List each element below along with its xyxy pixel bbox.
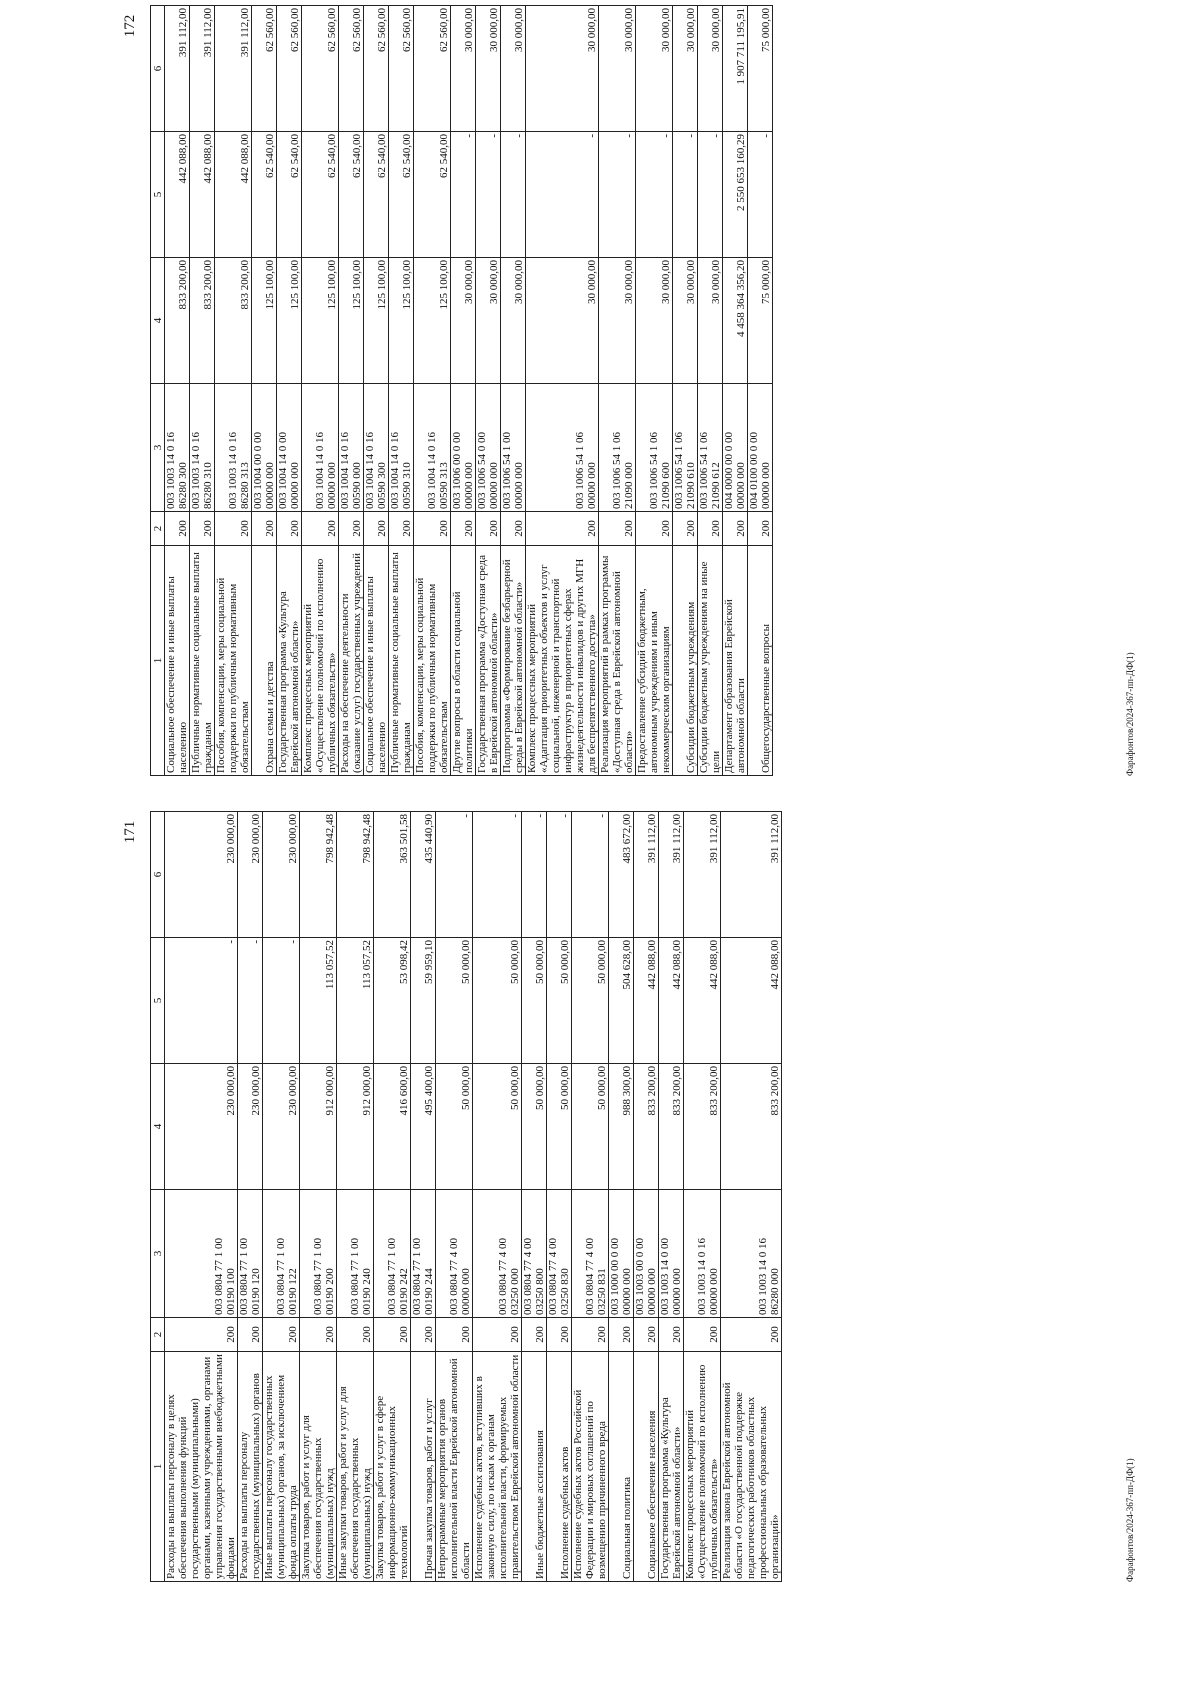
row-report-code: 200 (634, 1318, 659, 1352)
page-number: 171 (122, 820, 138, 844)
row-executed: 442 088,00 (215, 132, 252, 258)
table-row (609, 812, 634, 1582)
row-name: Комплекс процессных мероприятий «Осуществление полномочий по исполнению публичных обязательств» (684, 1352, 721, 1582)
row-approved: 833 200,00 (165, 258, 190, 384)
row-approved: 988 300,00 (609, 1064, 634, 1190)
table-row (436, 812, 473, 1582)
row-budget-code: 003 1004 14 0 16 00590 313 (414, 384, 451, 512)
row-name: Подпрограмма «Формирование безбарьерной среды в Еврейской автономной области» (501, 546, 526, 776)
row-unexecuted: 363 501,58 (374, 812, 411, 938)
row-approved: 125 100,00 (414, 258, 451, 384)
row-approved: 230 000,00 (238, 1064, 263, 1190)
row-unexecuted: 62 560,00 (277, 6, 302, 132)
row-unexecuted: 391 112,00 (190, 6, 215, 132)
row-budget-code: 003 1003 14 0 16 86280 300 (165, 384, 190, 512)
table-row (252, 6, 277, 776)
row-unexecuted: - (572, 812, 609, 938)
row-unexecuted: 435 440,90 (411, 812, 436, 938)
row-approved: 230 000,00 (263, 1064, 300, 1190)
row-name: Публичные нормативные социальные выплаты гражданам (389, 546, 414, 776)
row-approved: 912 000,00 (337, 1064, 374, 1190)
row-report-code: 200 (636, 512, 673, 546)
row-budget-code: 003 1003 14 0 16 00000 000 (684, 1190, 721, 1318)
table-row (263, 812, 300, 1582)
row-executed: - (263, 938, 300, 1064)
row-report-code: 200 (300, 1318, 337, 1352)
row-approved: 50 000,00 (572, 1064, 609, 1190)
table-row (389, 6, 414, 776)
row-budget-code: 003 1006 54 1 06 00000 000 (526, 384, 599, 512)
row-unexecuted: 30 000,00 (526, 6, 599, 132)
row-budget-code: 003 0804 77 4 00 00000 000 (436, 1190, 473, 1318)
row-unexecuted: - (522, 812, 547, 938)
row-name: Государственная программа «Культура Еврейской автономной области» (277, 546, 302, 776)
row-name: Иные закупки товаров, работ и услуг для обеспечения государственных (муниципальных) нужд (337, 1352, 374, 1582)
row-approved: 30 000,00 (476, 258, 501, 384)
row-unexecuted: 62 560,00 (389, 6, 414, 132)
table-row (684, 812, 721, 1582)
table-row (572, 812, 609, 1582)
footer-document-id: Фарафонтов/2024-367-пп-ДФ(1) (1125, 1458, 1135, 1582)
row-unexecuted: 62 560,00 (339, 6, 364, 132)
row-report-code: 200 (476, 512, 501, 546)
table-row (411, 812, 436, 1582)
row-executed: 62 540,00 (252, 132, 277, 258)
row-name: Другие вопросы в области социальной политики (451, 546, 476, 776)
row-budget-code: 003 0804 77 1 00 00190 120 (238, 1190, 263, 1318)
row-approved: 30 000,00 (501, 258, 526, 384)
row-approved: 125 100,00 (252, 258, 277, 384)
row-approved: 50 000,00 (522, 1064, 547, 1190)
column-header: 5 (151, 938, 165, 1064)
table-row (337, 812, 374, 1582)
row-executed: 62 540,00 (302, 132, 339, 258)
table-row (522, 812, 547, 1582)
column-header: 4 (151, 1064, 165, 1190)
row-budget-code: 003 1003 14 0 16 86280 313 (215, 384, 252, 512)
row-approved: 30 000,00 (526, 258, 599, 384)
row-budget-code: 003 1006 54 1 06 21090 612 (698, 384, 723, 512)
row-budget-code: 003 0804 77 4 00 03250 000 (473, 1190, 522, 1318)
table-row (165, 812, 238, 1582)
row-executed: 442 088,00 (165, 132, 190, 258)
row-executed: 113 057,52 (337, 938, 374, 1064)
row-name: Публичные нормативные социальные выплаты гражданам (190, 546, 215, 776)
row-name: Исполнение судебных актов, вступивших в законную силу, по искам к органам исполнительной власти, формируемых правительством Еврейской автономной области (473, 1352, 522, 1582)
document-page-171 (122, 812, 1152, 1582)
row-name: Комплекс процессных мероприятий «Адаптация приоритетных объектов и услуг социальной, инженерной и транспортной инфраструктур в приоритетных сферах жизнедеятельности инвалидов и других МГН для беспрепятственного доступа» (526, 546, 599, 776)
row-name: Исполнение судебных актов (547, 1352, 572, 1582)
row-report-code: 200 (165, 1318, 238, 1352)
row-approved: 50 000,00 (473, 1064, 522, 1190)
row-unexecuted: 391 112,00 (215, 6, 252, 132)
table-row (215, 6, 252, 776)
row-report-code: 200 (684, 1318, 721, 1352)
table-row (300, 812, 337, 1582)
row-report-code: 200 (721, 1318, 782, 1352)
row-report-code: 200 (339, 512, 364, 546)
row-executed: 113 057,52 (300, 938, 337, 1064)
table-row (723, 6, 748, 776)
row-executed: 62 540,00 (339, 132, 364, 258)
row-name: Социальное обеспечение и иные выплаты населению (364, 546, 389, 776)
row-unexecuted: 798 942,48 (337, 812, 374, 938)
row-budget-code: 004 0100 00 0 00 00000 000 (748, 384, 773, 512)
row-name: Социальное обеспечение населения (634, 1352, 659, 1582)
row-name: Департамент образования Еврейской автономной области (723, 546, 748, 776)
table-row (277, 6, 302, 776)
row-executed: - (748, 132, 773, 258)
row-report-code: 200 (609, 1318, 634, 1352)
row-unexecuted: 391 112,00 (165, 6, 190, 132)
row-executed: 442 088,00 (659, 938, 684, 1064)
row-name: Социальная политика (609, 1352, 634, 1582)
row-unexecuted: 230 000,00 (165, 812, 238, 938)
row-approved: 50 000,00 (547, 1064, 572, 1190)
column-header: 2 (151, 1318, 165, 1352)
row-executed: 50 000,00 (522, 938, 547, 1064)
row-report-code: 200 (364, 512, 389, 546)
row-executed: 62 540,00 (389, 132, 414, 258)
row-executed: 442 088,00 (634, 938, 659, 1064)
row-unexecuted: 30 000,00 (451, 6, 476, 132)
row-report-code: 200 (547, 1318, 572, 1352)
row-approved: 495 400,00 (411, 1064, 436, 1190)
row-approved: 30 000,00 (451, 258, 476, 384)
row-name: Исполнение судебных актов Российской Федерации и мировых соглашений по возмещению причиненного вреда (572, 1352, 609, 1582)
row-report-code: 200 (698, 512, 723, 546)
row-executed: - (165, 938, 238, 1064)
row-approved: 833 200,00 (190, 258, 215, 384)
row-report-code: 200 (190, 512, 215, 546)
row-approved: 125 100,00 (364, 258, 389, 384)
column-header: 6 (151, 6, 165, 132)
row-approved: 912 000,00 (300, 1064, 337, 1190)
row-budget-code: 003 1004 14 0 16 00590 300 (364, 384, 389, 512)
row-executed: 442 088,00 (721, 938, 782, 1064)
row-unexecuted: 391 112,00 (721, 812, 782, 938)
row-approved: 833 200,00 (215, 258, 252, 384)
row-executed: - (526, 132, 599, 258)
row-unexecuted: 391 112,00 (659, 812, 684, 938)
row-report-code: 200 (526, 512, 599, 546)
row-executed: 50 000,00 (436, 938, 473, 1064)
row-report-code: 200 (473, 1318, 522, 1352)
table-row (698, 6, 723, 776)
row-executed: 442 088,00 (684, 938, 721, 1064)
table-row (473, 812, 522, 1582)
row-report-code: 200 (263, 1318, 300, 1352)
row-budget-code: 003 0804 77 1 00 00190 200 (300, 1190, 337, 1318)
row-unexecuted: - (436, 812, 473, 938)
table-row (748, 6, 773, 776)
row-approved: 125 100,00 (302, 258, 339, 384)
row-budget-code: 003 1006 54 0 00 00000 000 (476, 384, 501, 512)
row-unexecuted: 1 907 711 195,91 (723, 6, 748, 132)
row-name: Предоставление субсидий бюджетным, автономным учреждениям и иным некоммерческим организациям (636, 546, 673, 776)
row-executed: 62 540,00 (414, 132, 451, 258)
row-approved: 4 458 364 356,20 (723, 258, 748, 384)
row-report-code: 200 (302, 512, 339, 546)
row-report-code: 200 (238, 1318, 263, 1352)
row-unexecuted: 230 000,00 (263, 812, 300, 938)
table-row (374, 812, 411, 1582)
table-row (526, 6, 599, 776)
row-executed: 2 550 653 160,29 (723, 132, 748, 258)
row-executed: - (599, 132, 636, 258)
row-budget-code: 003 1004 00 0 00 00000 000 (252, 384, 277, 512)
row-report-code: 200 (599, 512, 636, 546)
row-approved: 833 200,00 (659, 1064, 684, 1190)
row-budget-code: 003 1006 54 1 06 21090 600 (636, 384, 673, 512)
row-report-code: 200 (277, 512, 302, 546)
budget-table (150, 5, 773, 776)
footer-document-id: Фарафонтов/2024-367-пп-ДФ(1) (1125, 652, 1135, 776)
row-unexecuted: 30 000,00 (673, 6, 698, 132)
row-approved: 230 000,00 (165, 1064, 238, 1190)
table-header-row (151, 6, 165, 776)
row-name: Реализация мероприятий в рамках программы «Доступная среда в Еврейской автономной области» (599, 546, 636, 776)
row-report-code: 200 (659, 1318, 684, 1352)
table-row (636, 6, 673, 776)
row-report-code: 200 (414, 512, 451, 546)
row-unexecuted: 62 560,00 (364, 6, 389, 132)
document-page-172 (122, 6, 1152, 776)
row-budget-code: 003 1004 14 0 16 00000 000 (302, 384, 339, 512)
row-budget-code: 003 1006 54 1 06 21090 610 (673, 384, 698, 512)
row-name: Государственная программа «Доступная среда в Еврейской автономной области» (476, 546, 501, 776)
row-unexecuted: 391 112,00 (634, 812, 659, 938)
row-report-code: 200 (374, 1318, 411, 1352)
table-row (451, 6, 476, 776)
row-name: Пособия, компенсации, меры социальной поддержки по публичным нормативным обязательствам (215, 546, 252, 776)
row-executed: 50 000,00 (572, 938, 609, 1064)
table-row (190, 6, 215, 776)
row-budget-code: 003 0804 77 4 00 03250 831 (572, 1190, 609, 1318)
row-unexecuted: 62 560,00 (302, 6, 339, 132)
row-report-code: 200 (673, 512, 698, 546)
row-budget-code: 003 1003 00 0 00 00000 000 (634, 1190, 659, 1318)
page-number: 172 (122, 14, 138, 38)
row-name: Государственная программа «Культура Еврейской автономной области» (659, 1352, 684, 1582)
row-unexecuted: 483 672,00 (609, 812, 634, 938)
row-approved: 833 200,00 (684, 1064, 721, 1190)
row-executed: 442 088,00 (190, 132, 215, 258)
row-budget-code: 003 1003 14 0 00 00000 000 (659, 1190, 684, 1318)
row-name: Расходы на выплаты персоналу государственных (муниципальных) органов (238, 1352, 263, 1582)
row-executed: - (698, 132, 723, 258)
row-executed: - (636, 132, 673, 258)
column-header: 2 (151, 512, 165, 546)
row-name: Социальное обеспечение и иные выплаты населению (165, 546, 190, 776)
row-report-code: 200 (572, 1318, 609, 1352)
row-unexecuted: 75 000,00 (748, 6, 773, 132)
table-row (673, 6, 698, 776)
row-approved: 833 200,00 (721, 1064, 782, 1190)
row-executed: - (451, 132, 476, 258)
column-header: 4 (151, 258, 165, 384)
table-row (302, 6, 339, 776)
row-approved: 125 100,00 (277, 258, 302, 384)
row-name: Комплекс процессных мероприятий «Осуществление полномочий по исполнению публичных обязательств» (302, 546, 339, 776)
row-budget-code: 003 1004 14 0 00 00000 000 (277, 384, 302, 512)
row-executed: 62 540,00 (364, 132, 389, 258)
row-name: Прочая закупка товаров, работ и услуг (411, 1352, 436, 1582)
column-header: 1 (151, 1352, 165, 1582)
row-approved: 125 100,00 (339, 258, 364, 384)
row-report-code: 200 (252, 512, 277, 546)
row-unexecuted: 30 000,00 (599, 6, 636, 132)
row-budget-code: 003 0804 77 1 00 00190 244 (411, 1190, 436, 1318)
row-report-code: 200 (522, 1318, 547, 1352)
table-row (339, 6, 364, 776)
row-report-code: 200 (165, 512, 190, 546)
row-approved: 30 000,00 (673, 258, 698, 384)
column-header: 5 (151, 132, 165, 258)
row-executed: 504 628,00 (609, 938, 634, 1064)
table-row (364, 6, 389, 776)
row-unexecuted: 230 000,00 (238, 812, 263, 938)
column-header: 3 (151, 1190, 165, 1318)
row-unexecuted: 62 560,00 (252, 6, 277, 132)
row-approved: 833 200,00 (634, 1064, 659, 1190)
row-executed: 50 000,00 (547, 938, 572, 1064)
row-executed: 50 000,00 (473, 938, 522, 1064)
row-budget-code: 003 1006 00 0 00 00000 000 (451, 384, 476, 512)
row-unexecuted: 798 942,48 (300, 812, 337, 938)
row-name: Субсидии бюджетным учреждениям (673, 546, 698, 776)
row-name: Расходы на обеспечение деятельности (оказание услуг) государственных учреждений (339, 546, 364, 776)
row-budget-code: 003 0804 77 4 00 03250 800 (522, 1190, 547, 1318)
row-approved: 416 600,00 (374, 1064, 411, 1190)
table-row (476, 6, 501, 776)
column-header: 6 (151, 812, 165, 938)
row-executed: - (238, 938, 263, 1064)
table-row (165, 6, 190, 776)
row-name: Охрана семьи и детства (252, 546, 277, 776)
row-name: Субсидии бюджетным учреждениям на иные цели (698, 546, 723, 776)
budget-table (150, 811, 782, 1582)
table-row (547, 812, 572, 1582)
table-header-row (151, 812, 165, 1582)
row-executed: 53 098,42 (374, 938, 411, 1064)
row-unexecuted: 30 000,00 (698, 6, 723, 132)
row-approved: 30 000,00 (636, 258, 673, 384)
row-executed: - (476, 132, 501, 258)
table-row (238, 812, 263, 1582)
row-report-code: 200 (451, 512, 476, 546)
row-executed: - (501, 132, 526, 258)
row-budget-code: 003 1003 14 0 16 86280 000 (721, 1190, 782, 1318)
row-budget-code: 003 1000 00 0 00 00000 000 (609, 1190, 634, 1318)
table-row (659, 812, 684, 1582)
table-row (721, 812, 782, 1582)
row-approved: 125 100,00 (389, 258, 414, 384)
row-executed: - (673, 132, 698, 258)
row-report-code: 200 (501, 512, 526, 546)
row-name: Иные выплаты персоналу государственных (муниципальных) органов, за исключением фонда оплаты труда (263, 1352, 300, 1582)
row-executed: 59 959,10 (411, 938, 436, 1064)
row-budget-code: 003 0804 77 1 00 00190 240 (337, 1190, 374, 1318)
row-name: Реализация закона Еврейской автономной области «О государственной поддержке педагогических работников областных профессиональных образовательных организаций» (721, 1352, 782, 1582)
row-unexecuted: - (547, 812, 572, 938)
row-approved: 50 000,00 (436, 1064, 473, 1190)
row-unexecuted: 30 000,00 (501, 6, 526, 132)
row-unexecuted: 391 112,00 (684, 812, 721, 938)
row-budget-code: 003 1004 14 0 16 00590 310 (389, 384, 414, 512)
row-unexecuted: 30 000,00 (636, 6, 673, 132)
row-report-code: 200 (748, 512, 773, 546)
row-unexecuted: 30 000,00 (476, 6, 501, 132)
row-approved: 75 000,00 (748, 258, 773, 384)
row-budget-code: 003 1006 54 1 06 21090 000 (599, 384, 636, 512)
column-header: 3 (151, 384, 165, 512)
row-budget-code: 003 0804 77 4 00 03250 830 (547, 1190, 572, 1318)
row-name: Непрограммные мероприятия органов исполнительной власти Еврейской автономной области (436, 1352, 473, 1582)
row-budget-code: 004 0000 00 0 00 00000 000 (723, 384, 748, 512)
row-approved: 30 000,00 (599, 258, 636, 384)
row-report-code: 200 (389, 512, 414, 546)
row-budget-code: 003 0804 77 1 00 00190 122 (263, 1190, 300, 1318)
table-row (634, 812, 659, 1582)
row-budget-code: 003 1003 14 0 16 86280 310 (190, 384, 215, 512)
row-approved: 30 000,00 (698, 258, 723, 384)
row-name: Общегосударственные вопросы (748, 546, 773, 776)
row-budget-code: 003 1006 54 1 00 00000 000 (501, 384, 526, 512)
column-header: 1 (151, 546, 165, 776)
table-row (599, 6, 636, 776)
row-report-code: 200 (411, 1318, 436, 1352)
row-name: Закупка товаров, работ и услуг для обеспечения государственных (муниципальных) нужд (300, 1352, 337, 1582)
row-budget-code: 003 1004 14 0 16 00590 000 (339, 384, 364, 512)
row-budget-code: 003 0804 77 1 00 00190 100 (165, 1190, 238, 1318)
row-name: Пособия, компенсации, меры социальной поддержки по публичным нормативным обязательствам (414, 546, 451, 776)
table-row (501, 6, 526, 776)
row-name: Закупка товаров, работ и услуг в сфере информационно-коммуникационных технологий (374, 1352, 411, 1582)
row-report-code: 200 (436, 1318, 473, 1352)
row-report-code: 200 (215, 512, 252, 546)
row-name: Иные бюджетные ассигнования (522, 1352, 547, 1582)
table-row (414, 6, 451, 776)
row-report-code: 200 (723, 512, 748, 546)
row-unexecuted: - (473, 812, 522, 938)
row-executed: 62 540,00 (277, 132, 302, 258)
row-unexecuted: 62 560,00 (414, 6, 451, 132)
row-budget-code: 003 0804 77 1 00 00190 242 (374, 1190, 411, 1318)
row-report-code: 200 (337, 1318, 374, 1352)
row-name: Расходы на выплаты персоналу в целях обеспечения выполнения функций государственными (муниципальными) органами, казенными учреждениями, органами управления государственными внебюджетными фондами (165, 1352, 238, 1582)
